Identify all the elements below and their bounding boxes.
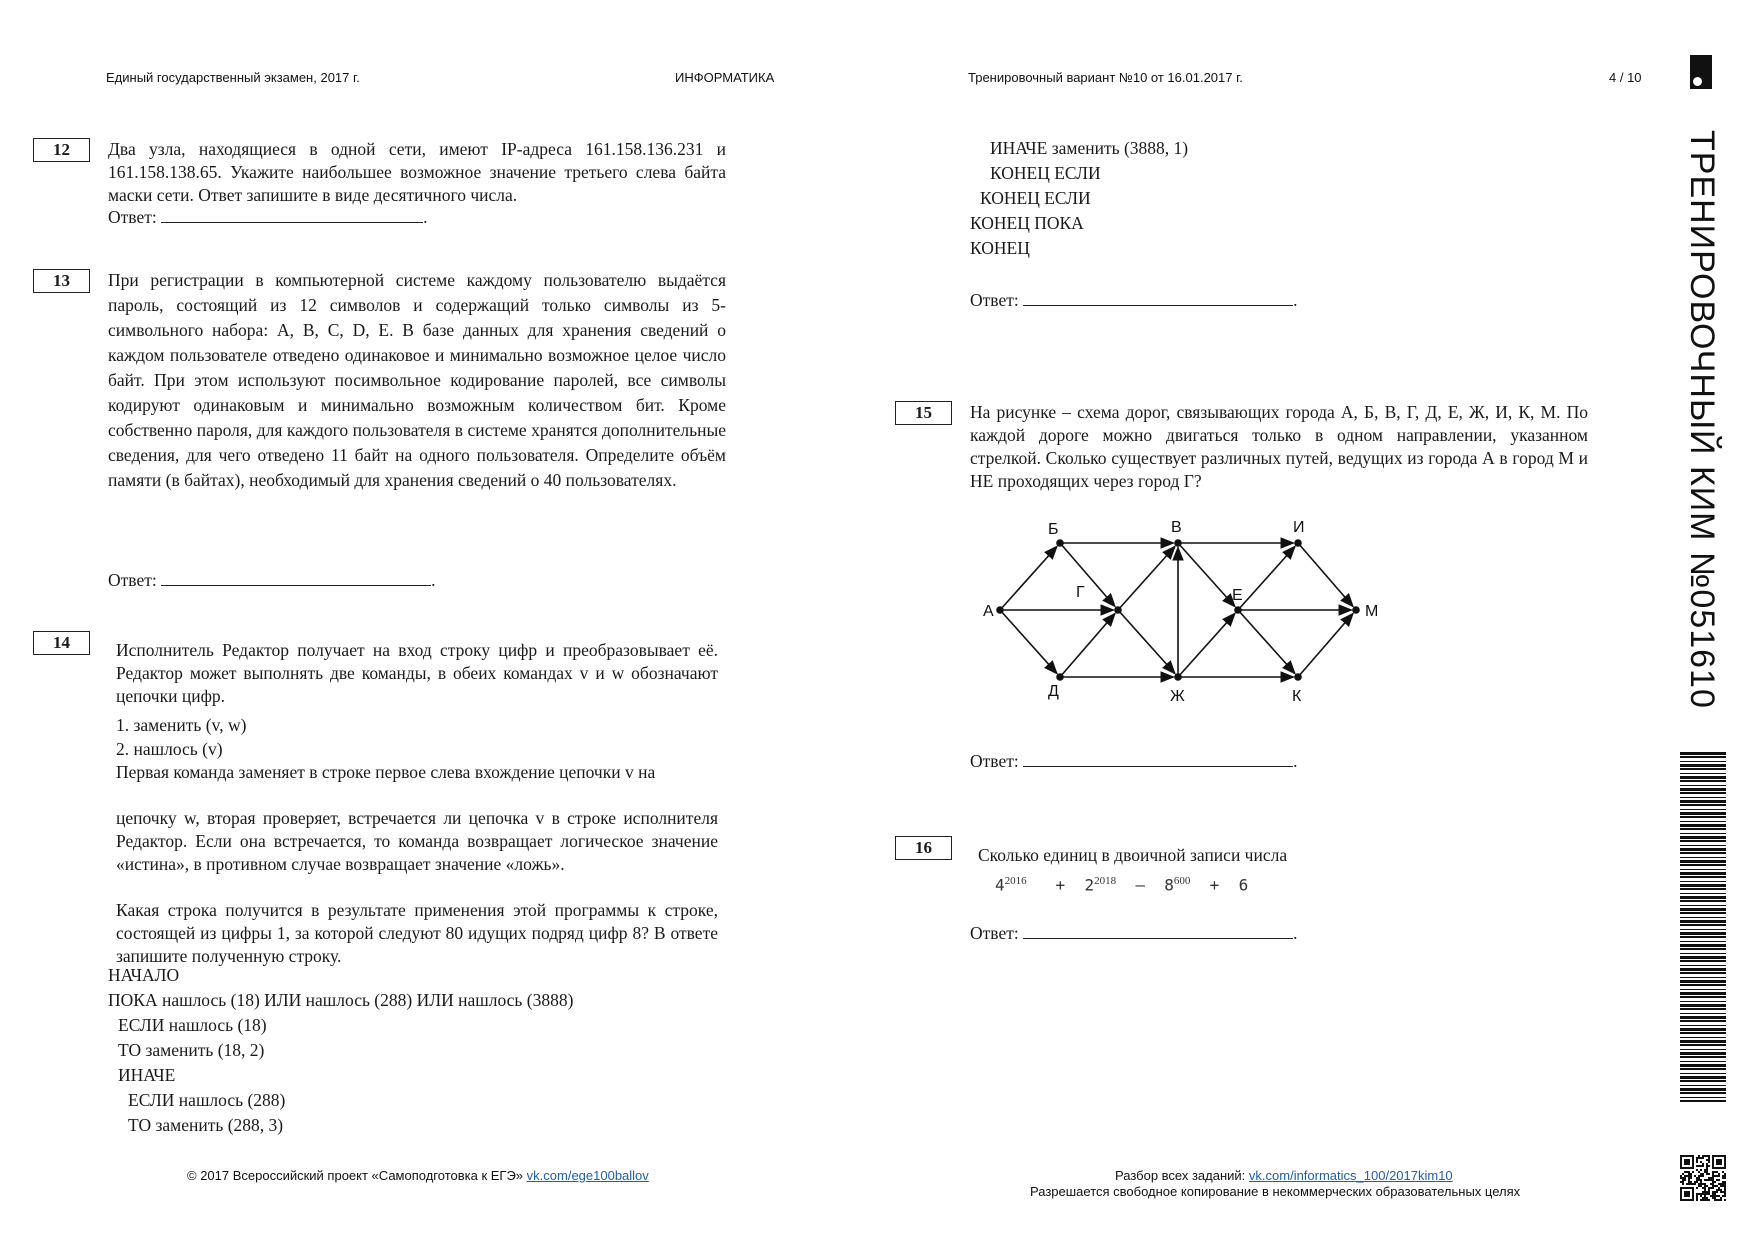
program-line: ИНАЧЕ заменить (3888, 1) xyxy=(990,138,1189,158)
node-label-Д: Д xyxy=(1048,683,1059,700)
node-label-В: В xyxy=(1171,519,1182,536)
question-14-intro: Исполнитель Редактор получает на вход строку цифр и преобразовывает её. Редактор может выполнять две команды, в обеих командах v и w обозначают цепочки цифр. xyxy=(116,640,718,706)
header-variant: Тренировочный вариант №10 от 16.01.2017 г. xyxy=(968,70,1243,85)
node-label-Г: Г xyxy=(1076,584,1085,601)
corner-marker-icon xyxy=(1690,55,1712,89)
node-label-К: К xyxy=(1292,688,1302,705)
barcode-icon xyxy=(1680,752,1726,1102)
program-line: ИНАЧЕ xyxy=(118,1065,176,1085)
edge-А-Б xyxy=(1000,546,1057,610)
program-line: НАЧАЛО xyxy=(108,965,180,985)
edge-Ж-Е xyxy=(1178,613,1235,677)
node-label-Ж: Ж xyxy=(1170,688,1185,705)
answer-label: Ответ: xyxy=(970,290,1019,310)
question-14-desc-2: цепочку w, вторая проверяет, встречается ли цепочка v в строке исполнителя Редактор. Если она встречается, то команда возвращает логическое значение «истина», в противном случае возвращает значение «ложь». xyxy=(116,808,718,874)
command-1: 1. заменить (v, w) xyxy=(116,715,247,735)
program-line: ЕСЛИ нашлось (288) xyxy=(128,1090,286,1110)
edge-И-М xyxy=(1298,543,1353,607)
qr-code-icon xyxy=(1680,1155,1726,1201)
question-16-text: Сколько единиц в двоичной записи числа xyxy=(978,845,1288,865)
program-line: КОНЕЦ ПОКА xyxy=(970,213,1084,233)
edge-Д-Г xyxy=(1060,613,1115,677)
edge-Е-К xyxy=(1238,610,1295,674)
footer-note: Разрешается свободное копирование в некоммерческих образовательных целях xyxy=(1030,1184,1521,1199)
answer-label: Ответ: xyxy=(108,570,157,590)
edge-А-Д xyxy=(1000,610,1057,674)
node-label-И: И xyxy=(1293,519,1305,536)
node-Ж xyxy=(1174,673,1182,681)
header-page-number: 4 / 10 xyxy=(1609,70,1642,85)
header-subject: ИНФОРМАТИКА xyxy=(675,70,775,85)
node-Б xyxy=(1056,539,1064,547)
program-line: ТО заменить (18, 2) xyxy=(118,1040,265,1060)
question-number-15: 15 xyxy=(895,401,952,425)
question-13-text: При регистрации в компьютерной системе каждому пользователю выдаётся пароль, состоящий из 12 символов и содержащий только символы из 5-символьного набора: А, В, C, D, Е. В базе данных для хранения сведений о каждом пользователе отведено одинаковое и минимально возможное целое число байт. При этом используют посимвольное кодирование паролей, все символы кодируют одинаковым и минимально возможным количеством бит. Кроме собственно пароля, для каждого пользователя в системе хранятся дополнительные сведения, для чего отведено 11 байт на одного пользователя. Определите объём памяти (в байтах), необходимый для хранения сведений о 40 пользователях. xyxy=(108,270,726,490)
node-К xyxy=(1294,673,1302,681)
edge-Г-В xyxy=(1118,546,1175,610)
node-Е xyxy=(1234,606,1242,614)
node-label-А: А xyxy=(983,603,994,620)
answer-label: Ответ: xyxy=(108,207,157,227)
node-label-Б: Б xyxy=(1048,521,1059,538)
node-Д xyxy=(1056,673,1064,681)
program-line: ТО заменить (288, 3) xyxy=(128,1115,284,1135)
footer-link-project[interactable]: vk.com/ege100ballov xyxy=(526,1168,649,1183)
road-graph xyxy=(960,510,1400,710)
answer-label: Ответ: xyxy=(970,751,1019,771)
answer-line-15[interactable]: Ответ: . xyxy=(970,751,1298,771)
question-14-desc-1: Первая команда заменяет в строке первое слева вхождение цепочки v на xyxy=(116,762,656,782)
answer-label: Ответ: xyxy=(970,923,1019,943)
footer-copyright: © 2017 Всероссийский проект «Самоподготовка к ЕГЭ» vk.com/ege100ballov xyxy=(187,1168,649,1183)
node-label-М: М xyxy=(1365,603,1379,620)
question-15-text: На рисунке – схема дорог, связывающих города А, Б, В, Г, Д, Е, Ж, И, К, М. По каждой дороге можно двигаться только в одном направлении, указанном стрелкой. Сколько существует различных путей, ведущих из города А в город М и НЕ проходящих через город Г? xyxy=(970,402,1588,491)
question-number-12: 12 xyxy=(33,138,90,162)
program-line: КОНЕЦ xyxy=(970,238,1030,258)
footer-link-review[interactable]: vk.com/informatics_100/2017kim10 xyxy=(1248,1168,1453,1183)
side-title: ТРЕНИРОВОЧНЫЙ КИМ №051610 xyxy=(1683,130,1721,709)
footer-review: Разбор всех заданий: vk.com/informatics_100/2017kim10 xyxy=(1115,1168,1453,1183)
node-И xyxy=(1294,539,1302,547)
node-label-Е: Е xyxy=(1232,587,1243,604)
program-line: ЕСЛИ нашлось (18) xyxy=(118,1015,267,1035)
node-М xyxy=(1352,606,1360,614)
answer-line-16[interactable]: Ответ: . xyxy=(970,923,1298,943)
program-line: КОНЕЦ ЕСЛИ xyxy=(980,188,1091,208)
question-16-formula: $4^{2016}$ + $2^{2018} - 8^{600} + 6$ xyxy=(995,875,1249,895)
question-12-text: Два узла, находящиеся в одной сети, имеют IP-адреса 161.158.136.231 и 161.158.138.65. Укажите наибольшее возможное значение третьего слева байта маски сети. Ответ запишите в виде десятичного числа. xyxy=(108,139,726,205)
answer-line-12[interactable]: Ответ: . xyxy=(108,207,428,227)
program-line: ПОКА нашлось (18) ИЛИ нашлось (288) ИЛИ нашлось (3888) xyxy=(108,990,574,1010)
node-В xyxy=(1174,539,1182,547)
question-14-question: Какая строка получится в результате применения этой программы к строке, состоящей из цифры 1, за которой следуют 80 идущих подряд цифр 8? В ответе запишите полученную строку. xyxy=(116,900,718,966)
answer-line-13[interactable]: Ответ: . xyxy=(108,570,436,590)
command-2: 2. нашлось (v) xyxy=(116,739,223,759)
node-Г xyxy=(1114,606,1122,614)
header-exam-title: Единый государственный экзамен, 2017 г. xyxy=(106,70,360,85)
edge-К-М xyxy=(1298,613,1353,677)
edge-В-Е xyxy=(1178,543,1235,607)
edge-Е-И xyxy=(1238,546,1295,610)
question-number-14: 14 xyxy=(33,631,90,655)
edge-Б-Г xyxy=(1060,543,1115,607)
question-number-16: 16 xyxy=(895,836,952,860)
node-А xyxy=(996,606,1004,614)
edge-Г-Ж xyxy=(1118,610,1175,674)
question-number-13: 13 xyxy=(33,269,90,293)
answer-line-14[interactable]: Ответ: . xyxy=(970,290,1298,310)
program-line: КОНЕЦ ЕСЛИ xyxy=(990,163,1101,183)
